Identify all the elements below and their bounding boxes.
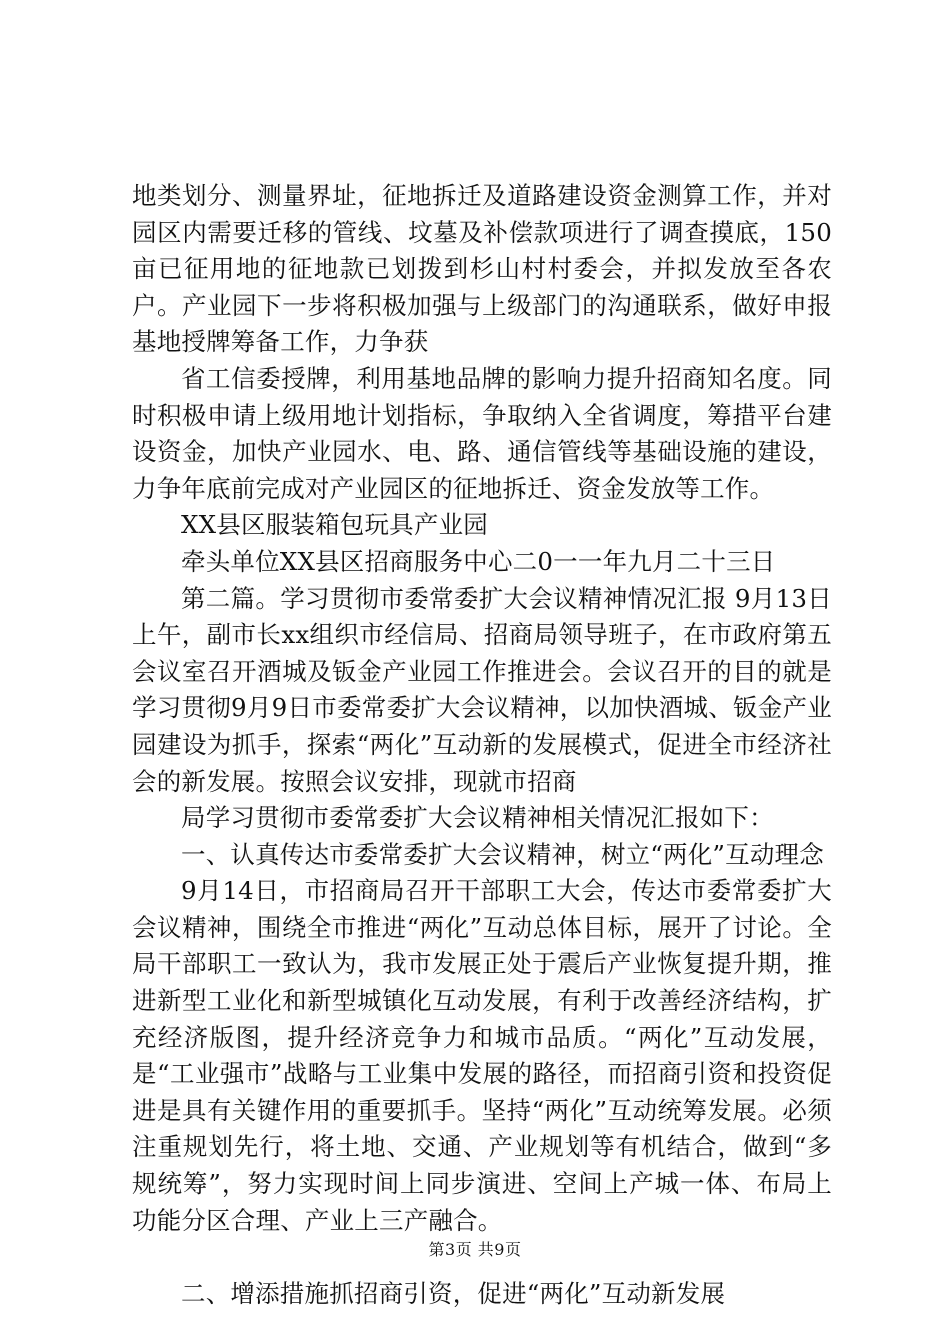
- paragraph-report-intro: 局学习贯彻市委常委扩大会议精神相关情况汇报如下：: [181, 803, 774, 833]
- document-body: [132, 178, 832, 1313]
- paragraph-land-survey: 地类划分、测量界址，征地拆迁及道路建设资金测算工作，并对园区内需要迁移的管线、坟墓及补偿款项进行了调查摸底，150亩已征用地的征地款已划拨到杉山村村委会，并拟发放至各农户。产业园下一步将积极加强与上级部门的沟通联系，做好申报基地授牌筹备工作，力争获: [132, 181, 832, 357]
- paragraph-park-name: XX县区服装箱包玩具产业园: [181, 510, 488, 540]
- section-heading-one: 一、认真传达市委常委扩大会议精神，树立“两化”互动理念: [181, 839, 824, 869]
- page-number-footer: 第3页 共9页: [428, 1240, 522, 1259]
- section-heading-two: 二、增添措施抓招商引资，促进“两化”互动新发展: [181, 1279, 726, 1309]
- paragraph-lead-unit-date: 牵头单位XX县区招商服务中心二0一一年九月二十三日: [181, 546, 776, 576]
- paragraph-provincial-award: 省工信委授牌，利用基地品牌的影响力提升招商知名度。同时积极申请上级用地计划指标，争取纳入全省调度，筹措平台建设资金，加快产业园水、电、路、通信管线等基础设施的建设，力争年底前完成对产业园区的征地拆迁、资金发放等工作。: [132, 363, 832, 503]
- paragraph-staff-meeting: 9月14日，市招商局召开干部职工大会，传达市委常委扩大会议精神，围绕全市推进“两化”互动总体目标，展开了讨论。全局干部职工一致认为，我市发展正处于震后产业恢复提升期，推进新型工业化和新型城镇化互动发展，有利于改善经济结构，扩充经济版图，提升经济竞争力和城市品质。“两化”互动发展，是“工业强市”战略与工业集中发展的路径，而招商引资和投资促进是具有关键作用的重要抓手。坚持“两化”互动统筹发展。必须注重规划先行，将土地、交通、产业规划等有机结合，做到“多规统筹”，努力实现时间上同步演进、空间上产城一体、布局上功能分区合理、产业上三产融合。: [132, 876, 832, 1235]
- paragraph-second-report: 第二篇。学习贯彻市委常委扩大会议精神情况汇报 9月13日上午，副市长xx组织市经信局、招商局领导班子，在市政府第五会议室召开酒城及钣金产业园工作推进会。会议召开的目的就是学习贯彻9月9日市委常委扩大会议精神，以加快酒城、钣金产业园建设为抓手，探索“两化”互动新的发展模式，促进全市经济社会的新发展。按照会议安排，现就市招商: [132, 583, 832, 796]
